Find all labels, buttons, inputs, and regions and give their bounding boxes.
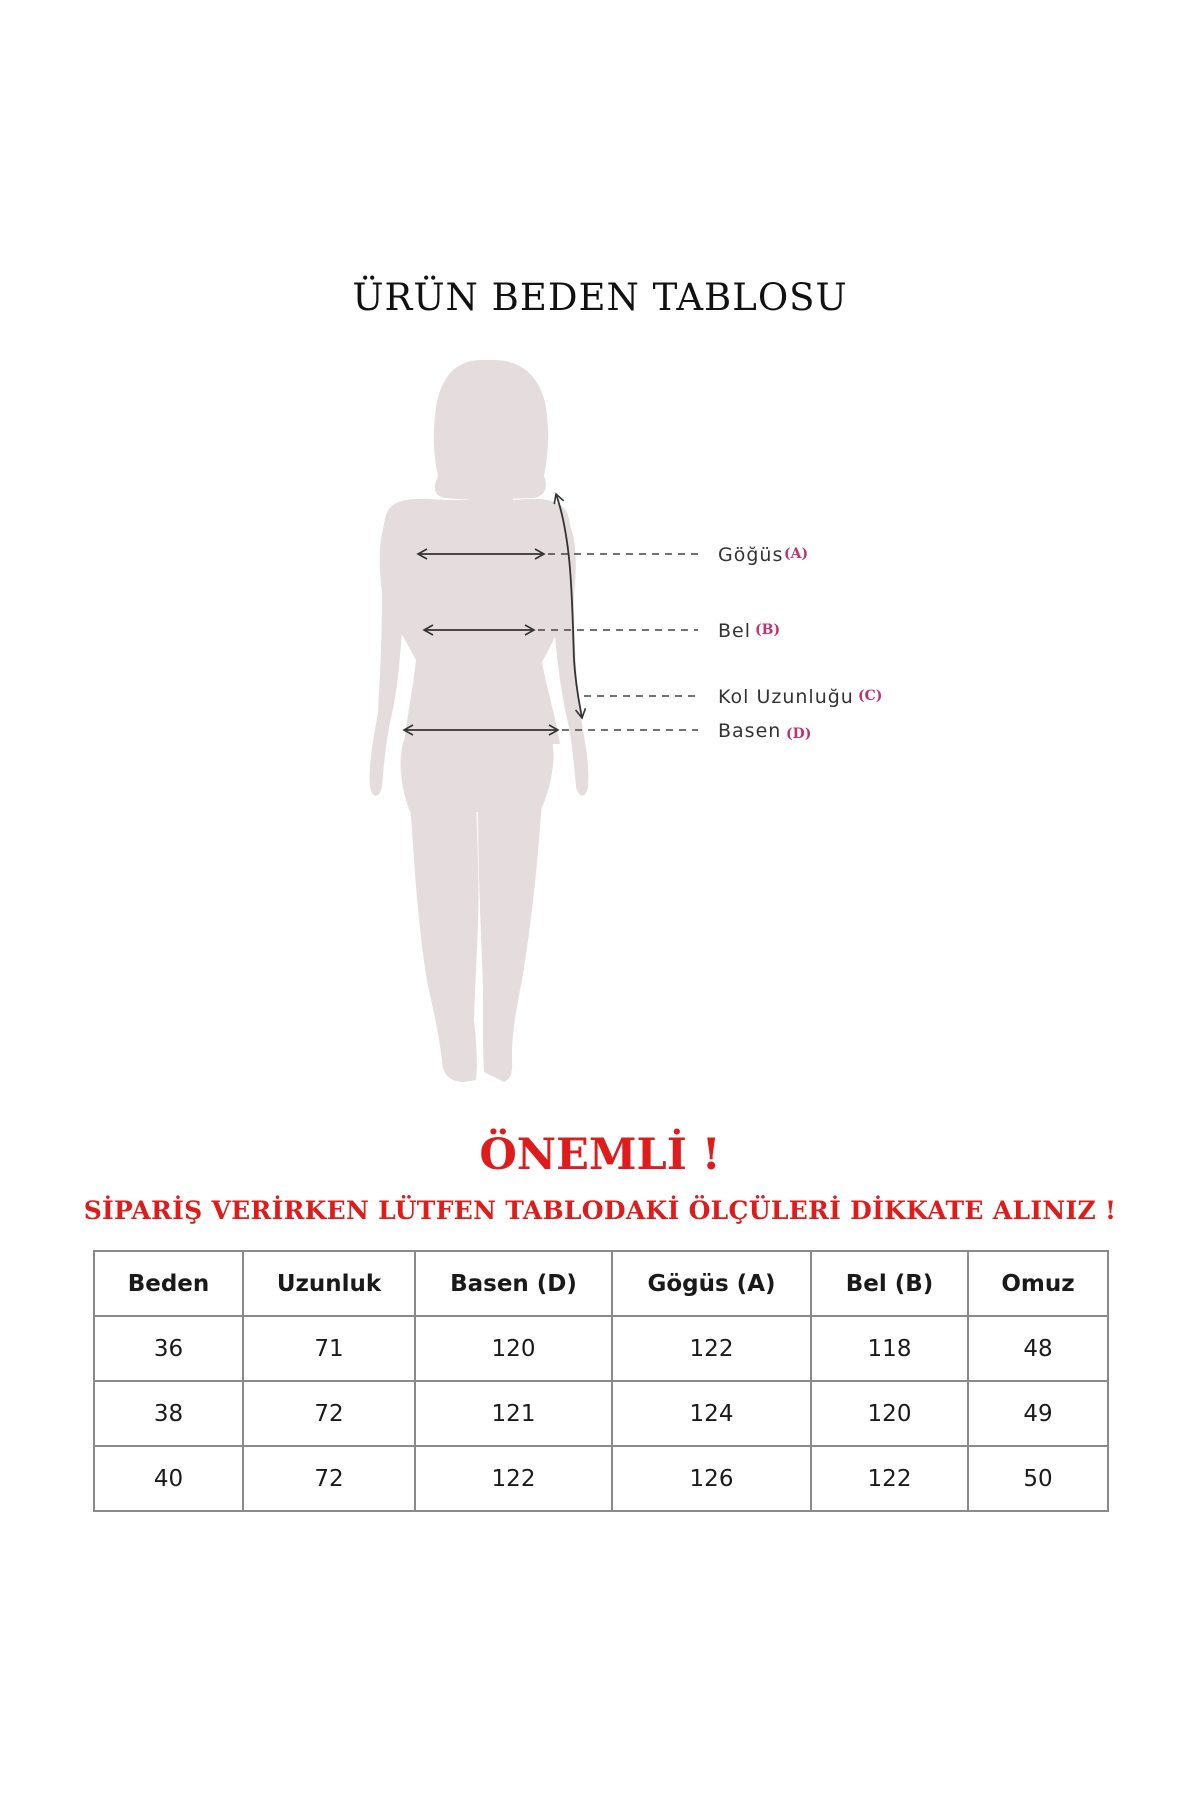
table-cell: 120 [811,1381,968,1446]
header-uzunluk: Uzunluk [243,1251,415,1316]
table-cell: 50 [968,1446,1108,1511]
table-cell: 38 [94,1381,243,1446]
notice-title: ÖNEMLİ ! [479,1130,721,1180]
size-table [93,1250,1109,1512]
header-omuz: Omuz [968,1251,1108,1316]
waist-code: (B) [755,622,781,638]
waist-label: Bel [718,620,752,642]
page-title: ÜRÜN BEDEN TABLOSU [352,276,848,319]
hip-label: Basen [718,720,782,742]
table-cell: 126 [612,1446,811,1511]
table-cell: 72 [243,1381,415,1446]
notice-text: SİPARİŞ VERİRKEN LÜTFEN TABLODAKİ ÖLÇÜLERİ DİKKATE ALINIZ ! [83,1196,1117,1225]
body-silhouette [370,360,589,1082]
table-cell: 122 [415,1446,612,1511]
header-basen: Basen (D) [415,1251,612,1316]
table-cell: 72 [243,1446,415,1511]
table-cell: 124 [612,1381,811,1446]
table-header-row [94,1251,1108,1316]
table-cell: 120 [415,1316,612,1381]
table-cell: 121 [415,1381,612,1446]
table-cell: 36 [94,1316,243,1381]
hip-code: (D) [786,726,812,742]
chest-label: Göğüs [718,544,784,566]
table-row [94,1446,1108,1511]
header-gogus: Gögüs (A) [612,1251,811,1316]
sleeve-label: Kol Uzunluğu [718,686,854,708]
sleeve-code: (C) [858,688,883,704]
table-row [94,1381,1108,1446]
table-cell: 71 [243,1316,415,1381]
header-bel: Bel (B) [811,1251,968,1316]
table-cell: 49 [968,1381,1108,1446]
table-cell: 118 [811,1316,968,1381]
measurement-labels [718,544,882,742]
table-cell: 48 [968,1316,1108,1381]
table-cell: 122 [612,1316,811,1381]
table-row [94,1316,1108,1381]
header-beden: Beden [94,1251,243,1316]
table-cell: 122 [811,1446,968,1511]
table-cell: 40 [94,1446,243,1511]
chest-code: (A) [784,546,809,562]
